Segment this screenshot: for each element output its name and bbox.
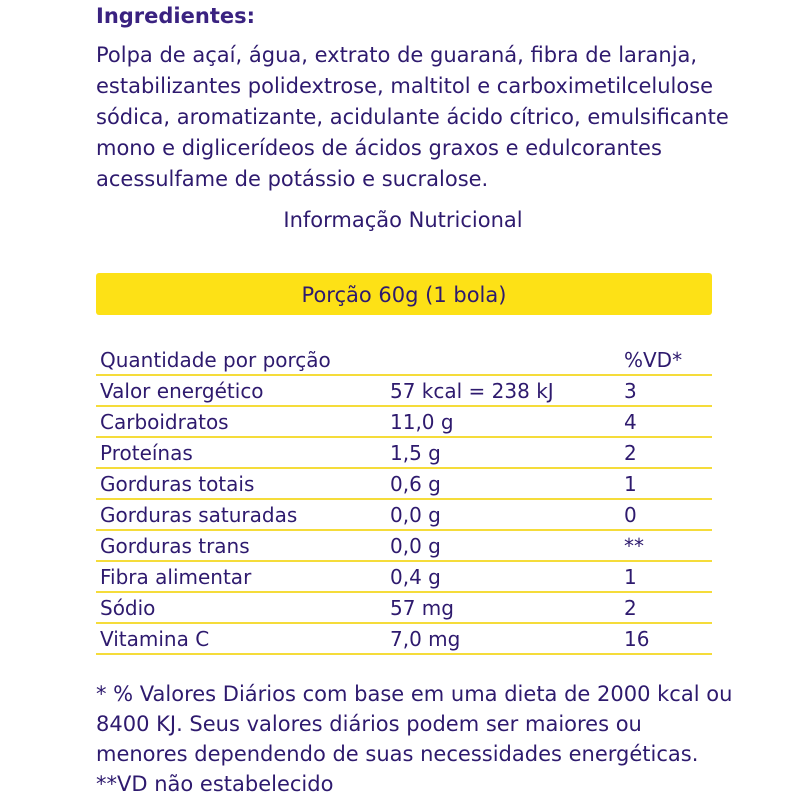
nutrient-vd: 0 [624, 503, 637, 527]
nutrient-amount: 0,4 g [390, 565, 441, 589]
table-row [96, 562, 712, 593]
header-quantity-label: Quantidade por porção [100, 348, 331, 372]
nutrient-vd: 4 [624, 410, 637, 434]
nutrient-amount: 7,0 mg [390, 627, 461, 651]
footnote-line: * % Valores Diários com base em uma dieta de 2000 kcal ou [96, 682, 733, 706]
nutrient-vd: 16 [624, 627, 650, 651]
table-row [96, 407, 712, 438]
nutrient-vd: 2 [624, 596, 637, 620]
nutrient-name: Gorduras saturadas [100, 503, 298, 527]
portion-size-banner: Porção 60g (1 bola) [96, 273, 712, 315]
nutrient-vd: 3 [624, 379, 637, 403]
nutrient-amount: 0,0 g [390, 503, 441, 527]
nutrient-name: Gorduras totais [100, 472, 255, 496]
nutrient-name: Sódio [100, 596, 156, 620]
table-row [96, 376, 712, 407]
nutrient-name: Valor energético [100, 379, 264, 403]
nutrient-name: Fibra alimentar [100, 565, 252, 589]
header-vd-label: %VD* [624, 348, 683, 372]
nutrition-table [96, 345, 712, 655]
ingredients-line: Polpa de açaí, água, extrato de guaraná, fibra de laranja, [96, 43, 698, 67]
nutrient-amount: 57 kcal = 238 kJ [390, 379, 554, 403]
nutrient-amount: 57 mg [390, 596, 454, 620]
ingredients-line: mono e diglicerídeos de ácidos graxos e edulcorantes [96, 136, 662, 160]
ingredients-line: sódica, aromatizante, acidulante ácido cítrico, emulsificante [96, 105, 729, 129]
nutrient-vd: 2 [624, 441, 637, 465]
nutrient-vd: ** [624, 534, 644, 558]
nutrient-amount: 0,6 g [390, 472, 441, 496]
nutrient-vd: 1 [624, 565, 637, 589]
nutrient-name: Carboidratos [100, 410, 229, 434]
table-row [96, 531, 712, 562]
table-row [96, 500, 712, 531]
nutrient-vd: 1 [624, 472, 637, 496]
nutrient-name: Proteínas [100, 441, 193, 465]
ingredients-line: acessulfame de potássio e sucralose. [96, 167, 489, 191]
table-row [96, 593, 712, 624]
ingredients-line: estabilizantes polidextrose, maltitol e carboximetilcelulose [96, 74, 714, 98]
ingredients-heading: Ingredientes: [96, 4, 255, 28]
ingredients-list [96, 40, 736, 195]
table-header-row [96, 345, 712, 376]
footnote [96, 679, 736, 799]
nutrient-amount: 1,5 g [390, 441, 441, 465]
nutrient-name: Vitamina C [100, 627, 210, 651]
nutrient-amount: 11,0 g [390, 410, 454, 434]
nutrient-amount: 0,0 g [390, 534, 441, 558]
table-row [96, 624, 712, 655]
table-row [96, 438, 712, 469]
footnote-line: **VD não estabelecido [96, 772, 334, 796]
table-row [96, 469, 712, 500]
footnote-line: menores dependendo de suas necessidades energéticas. [96, 742, 699, 766]
nutrition-facts-title: Informação Nutricional [283, 208, 523, 232]
nutrient-name: Gorduras trans [100, 534, 250, 558]
footnote-line: 8400 KJ. Seus valores diários podem ser maiores ou [96, 712, 642, 736]
